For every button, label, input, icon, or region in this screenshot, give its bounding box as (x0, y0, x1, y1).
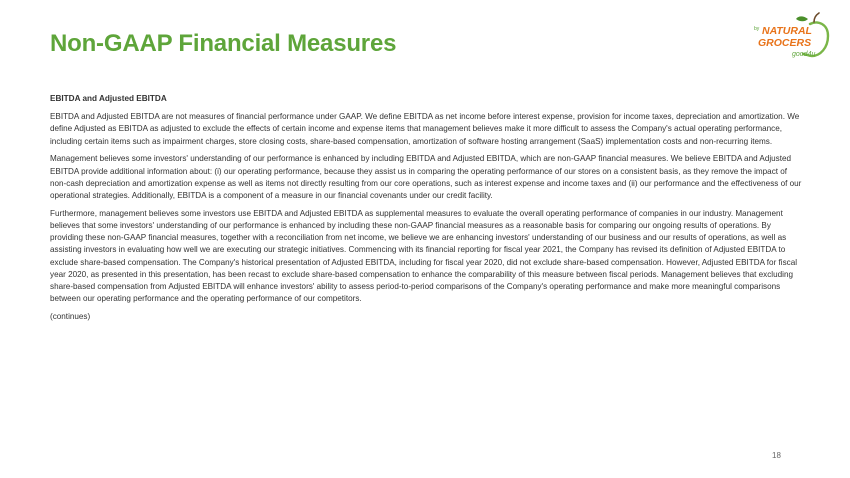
svg-text:NATURAL: NATURAL (762, 25, 812, 37)
svg-text:good4u: good4u (792, 51, 816, 58)
natural-grocers-logo (748, 10, 834, 62)
slide-body (50, 93, 802, 329)
section-subheading: EBITDA and Adjusted EBITDA (50, 94, 167, 103)
paragraph-supplemental-measures: Furthermore, management believes some investors use EBITDA and Adjusted EBITDA as supplemental measures to evaluate the overall operating performance of companies in our industry. Management believes that some investors' understanding of our performance is enhanced by including these non-GAAP financial measures as a reasonable basis for comparing our ongoing results of operations. By providing these non-GAAP financial measures, together with a reconciliation from net income, we believe we are enhancing investors' understanding of our business and our results of operations, as well as assisting investors in evaluating how well we are executing our strategic initiatives. Commencing with its financial reporting for fiscal year 2021, the Company has revised its definition of Adjusted EBITDA to exclude share-based compensation. The Company's historical presentation of Adjusted EBITDA, including for fiscal year 2020, did not exclude share-based compensation. However, Adjusted EBITDA for fiscal year 2020, as presented in this presentation, has been recast to exclude share-based compensation to enhance the comparability of this measure between fiscal periods. Management believes that excluding share-based compensation from Adjusted EBITDA will enhance investors' ability to assess period-to-period comparisons of the Company's operating performance and make more meaningful comparisons between our operating performance and the operating performance of our competitors. (50, 208, 798, 304)
continues-note: (continues) (50, 312, 91, 322)
svg-text:GROCERS: GROCERS (758, 37, 812, 49)
paragraph-management-belief: Management believes some investors' understanding of our performance is enhanced by including EBITDA and Adjusted EBITDA, which are non-GAAP financial measures. We believe EBITDA and Adjusted EBITDA provide additional information about: (i) our operating performance, because they assist us in comparing the operating performance of our stores on a consistent basis, as they remove the impact of non-cash depreciation and amortization expense as well as items not directly resulting from our core operations, such as interest expense and income taxes and (ii) our performance and the effectiveness of our operational strategies. Additionally, EBITDA is a component of a measure in our financial covenants under our credit facility. (50, 154, 802, 201)
slide-title: Non-GAAP Financial Measures (50, 30, 397, 57)
page-number: 18 (772, 451, 781, 460)
paragraph-definition: EBITDA and Adjusted EBITDA are not measures of financial performance under GAAP. We define EBITDA as net income before interest expense, provision for income taxes, depreciation and amortization. We define Adjusted as EBITDA as adjusted to exclude the effects of certain income and expense items that management believes make it more difficult to assess the Company's actual operating performance, including certain items such as impairment charges, store closing costs, share-based compensation, amortization of software hosting arrangement (SaaS) implementation costs and non-recurring items. (50, 112, 800, 146)
svg-text:by: by (754, 26, 760, 32)
